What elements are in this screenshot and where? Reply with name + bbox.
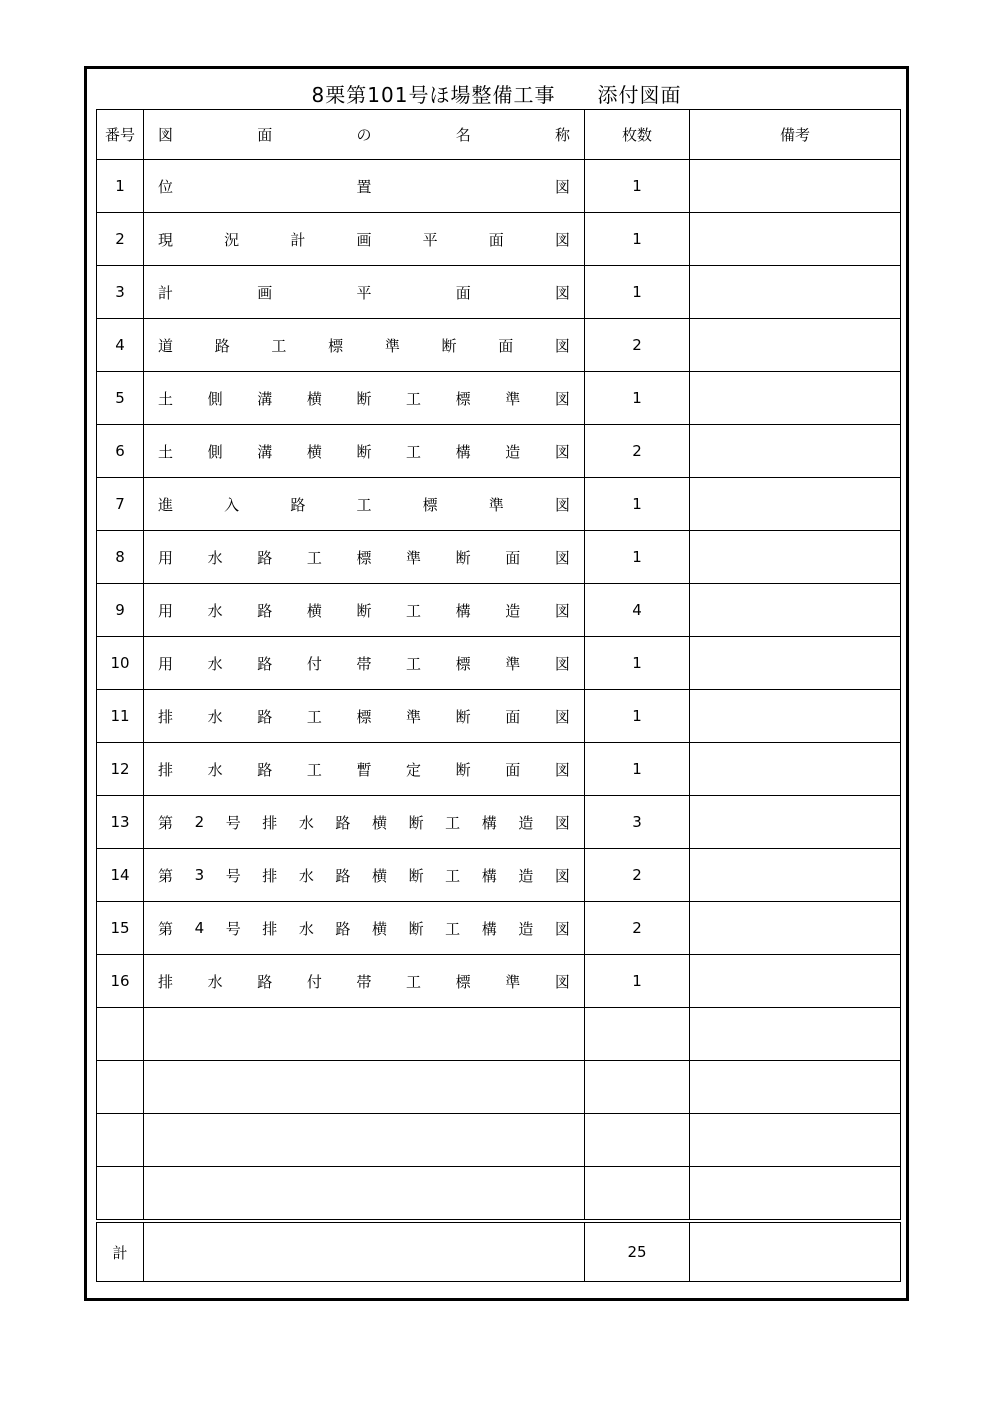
sheet-count: 1 bbox=[585, 266, 690, 319]
row-number: 6 bbox=[97, 425, 144, 478]
remarks bbox=[690, 796, 901, 849]
drawing-name-cell bbox=[144, 690, 585, 743]
row-number: 7 bbox=[97, 478, 144, 531]
drawing-name-cell bbox=[144, 1008, 585, 1061]
row-number: 13 bbox=[97, 796, 144, 849]
row-number: 10 bbox=[97, 637, 144, 690]
row-number: 12 bbox=[97, 743, 144, 796]
sheet-count: 1 bbox=[585, 690, 690, 743]
total-note bbox=[690, 1221, 901, 1282]
header-row bbox=[97, 110, 901, 160]
row-number: 16 bbox=[97, 955, 144, 1008]
table-row bbox=[97, 637, 901, 690]
sheet-count: 2 bbox=[585, 319, 690, 372]
drawing-name: 用 水 路 横 断 工 構 造 図 bbox=[158, 601, 570, 620]
table-row bbox=[97, 213, 901, 266]
header-name bbox=[144, 110, 585, 160]
sheet-count: 1 bbox=[585, 955, 690, 1008]
drawing-name-cell bbox=[144, 160, 585, 213]
sheet-count bbox=[585, 1167, 690, 1222]
row-number: 5 bbox=[97, 372, 144, 425]
total-label: 計 bbox=[97, 1221, 144, 1282]
sheet-count: 1 bbox=[585, 531, 690, 584]
row-number: 1 bbox=[97, 160, 144, 213]
drawing-name: 土 側 溝 横 断 工 標 準 図 bbox=[158, 389, 570, 408]
header-name-text: 図 面 の 名 称 bbox=[158, 126, 570, 144]
row-number bbox=[97, 1114, 144, 1167]
table-row bbox=[97, 902, 901, 955]
remarks bbox=[690, 1061, 901, 1114]
drawing-name-cell bbox=[144, 213, 585, 266]
drawing-name: 現 況 計 画 平 面 図 bbox=[158, 230, 570, 249]
sheet-count bbox=[585, 1008, 690, 1061]
header-note: 備考 bbox=[690, 110, 901, 160]
row-number: 8 bbox=[97, 531, 144, 584]
drawing-name: 進 入 路 工 標 準 図 bbox=[158, 495, 570, 514]
table-row bbox=[97, 743, 901, 796]
remarks bbox=[690, 372, 901, 425]
table-row bbox=[97, 849, 901, 902]
table-row bbox=[97, 160, 901, 213]
drawing-name-cell bbox=[144, 584, 585, 637]
row-number: 3 bbox=[97, 266, 144, 319]
drawing-name: 用 水 路 付 帯 工 標 準 図 bbox=[158, 654, 570, 673]
remarks bbox=[690, 637, 901, 690]
remarks bbox=[690, 531, 901, 584]
sheet-count: 2 bbox=[585, 425, 690, 478]
remarks bbox=[690, 266, 901, 319]
drawing-name: 道 路 工 標 準 断 面 図 bbox=[158, 336, 570, 355]
drawing-list-table bbox=[96, 109, 901, 1282]
sheet-count: 2 bbox=[585, 902, 690, 955]
drawing-name-cell bbox=[144, 478, 585, 531]
table-row bbox=[97, 1167, 901, 1222]
table-row bbox=[97, 690, 901, 743]
table-row bbox=[97, 1114, 901, 1167]
drawing-name-cell bbox=[144, 743, 585, 796]
row-number bbox=[97, 1167, 144, 1222]
row-number: 9 bbox=[97, 584, 144, 637]
drawing-name: 計 画 平 面 図 bbox=[158, 283, 570, 302]
sheet-count: 1 bbox=[585, 213, 690, 266]
drawing-name-cell bbox=[144, 637, 585, 690]
drawing-name-cell bbox=[144, 955, 585, 1008]
remarks bbox=[690, 584, 901, 637]
remarks bbox=[690, 478, 901, 531]
page-title: 8栗第101号ほ場整備工事 添付図面 bbox=[311, 83, 682, 107]
header-count: 枚数 bbox=[585, 110, 690, 160]
total-count: 25 bbox=[585, 1221, 690, 1282]
drawing-name: 第 3 号 排 水 路 横 断 工 構 造 図 bbox=[158, 866, 570, 885]
remarks bbox=[690, 743, 901, 796]
drawing-name-cell bbox=[144, 425, 585, 478]
sheet-count: 1 bbox=[585, 160, 690, 213]
drawing-name: 排 水 路 工 暫 定 断 面 図 bbox=[158, 760, 570, 779]
total-name bbox=[144, 1221, 585, 1282]
drawing-name: 排 水 路 工 標 準 断 面 図 bbox=[158, 707, 570, 726]
sheet-count: 3 bbox=[585, 796, 690, 849]
remarks bbox=[690, 1008, 901, 1061]
row-number: 4 bbox=[97, 319, 144, 372]
table-row bbox=[97, 425, 901, 478]
remarks bbox=[690, 690, 901, 743]
remarks bbox=[690, 1167, 901, 1222]
sheet-count: 1 bbox=[585, 372, 690, 425]
row-number: 2 bbox=[97, 213, 144, 266]
drawing-name-cell bbox=[144, 319, 585, 372]
table-row bbox=[97, 372, 901, 425]
remarks bbox=[690, 955, 901, 1008]
row-number bbox=[97, 1061, 144, 1114]
row-number: 14 bbox=[97, 849, 144, 902]
header-no: 番号 bbox=[97, 110, 144, 160]
remarks bbox=[690, 319, 901, 372]
total-row bbox=[97, 1221, 901, 1282]
drawing-name-cell bbox=[144, 796, 585, 849]
table-row bbox=[97, 955, 901, 1008]
sheet-count: 1 bbox=[585, 478, 690, 531]
drawing-name: 第 2 号 排 水 路 横 断 工 構 造 図 bbox=[158, 813, 570, 832]
table-row bbox=[97, 319, 901, 372]
drawing-name-cell bbox=[144, 849, 585, 902]
table-row bbox=[97, 478, 901, 531]
remarks bbox=[690, 425, 901, 478]
drawing-name-cell bbox=[144, 1061, 585, 1114]
table-row bbox=[97, 266, 901, 319]
row-number: 15 bbox=[97, 902, 144, 955]
table-row bbox=[97, 531, 901, 584]
drawing-name: 土 側 溝 横 断 工 構 造 図 bbox=[158, 442, 570, 461]
remarks bbox=[690, 1114, 901, 1167]
sheet-count: 2 bbox=[585, 849, 690, 902]
sheet-count bbox=[585, 1114, 690, 1167]
drawing-name-cell bbox=[144, 1114, 585, 1167]
remarks bbox=[690, 902, 901, 955]
sheet-count: 1 bbox=[585, 743, 690, 796]
drawing-name: 排 水 路 付 帯 工 標 準 図 bbox=[158, 972, 570, 991]
table-row bbox=[97, 796, 901, 849]
remarks bbox=[690, 849, 901, 902]
drawing-name-cell bbox=[144, 1167, 585, 1222]
sheet-count: 1 bbox=[585, 637, 690, 690]
remarks bbox=[690, 213, 901, 266]
table-row bbox=[97, 1008, 901, 1061]
drawing-name-cell bbox=[144, 266, 585, 319]
sheet-count: 4 bbox=[585, 584, 690, 637]
drawing-name-cell bbox=[144, 372, 585, 425]
drawing-name: 用 水 路 工 標 準 断 面 図 bbox=[158, 548, 570, 567]
table-row bbox=[97, 1061, 901, 1114]
sheet-count bbox=[585, 1061, 690, 1114]
remarks bbox=[690, 160, 901, 213]
row-number: 11 bbox=[97, 690, 144, 743]
table-row bbox=[97, 584, 901, 637]
drawing-name-cell bbox=[144, 531, 585, 584]
drawing-name: 位 置 図 bbox=[158, 177, 570, 196]
row-number bbox=[97, 1008, 144, 1061]
drawing-name: 第 4 号 排 水 路 横 断 工 構 造 図 bbox=[158, 919, 570, 938]
drawing-name-cell bbox=[144, 902, 585, 955]
